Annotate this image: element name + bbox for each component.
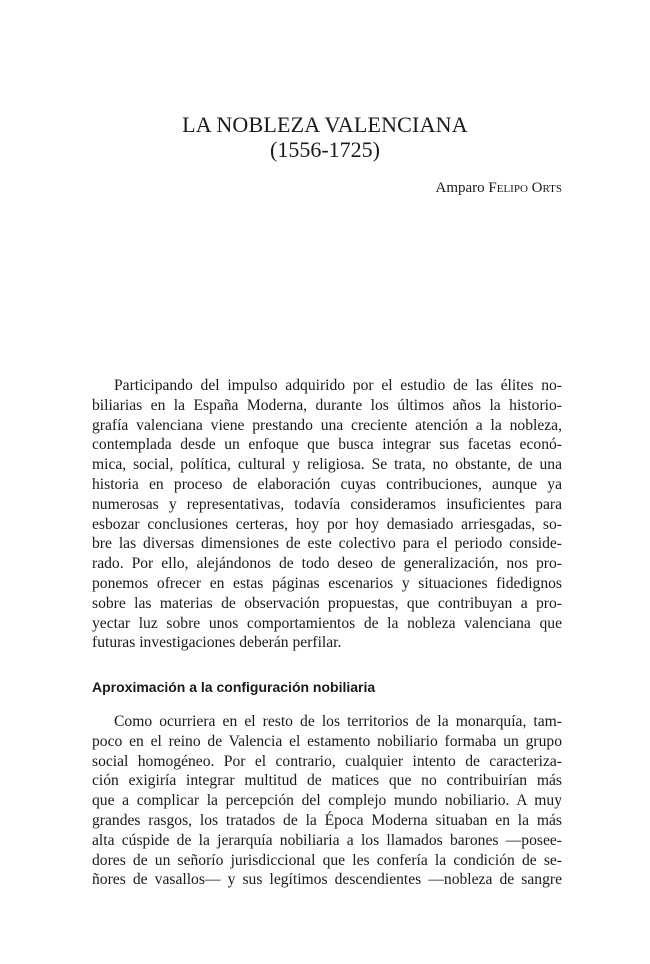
section-heading: Aproximación a la configuración nobiliaria — [92, 679, 376, 695]
paragraph-line: que a complicar la percepción del complejo mundo nobiliario. A muy — [92, 792, 562, 810]
paragraph-line: grafía valenciana viene prestando una creciente atención a la nobleza, — [92, 416, 562, 434]
paragraph-line: esbozar conclusiones certeras, hoy por hoy demasiado arriesgadas, so- — [92, 515, 562, 533]
paragraph-line: poco en el reino de Valencia el estamento nobiliario formaba un grupo — [92, 732, 562, 750]
paragraph-line: ción exigiría integrar multitud de matices que no contribuirían más — [92, 772, 562, 790]
intro-paragraph — [92, 376, 562, 653]
paragraph-line: futuras investigaciones deberán perfilar. — [92, 634, 342, 652]
paragraph-line: ñores de vasallos— y sus legítimos descendientes —nobleza de sangre — [92, 871, 562, 889]
paragraph-line: contemplada desde un enfoque que busca integrar sus facetas econó- — [92, 436, 562, 454]
paragraph-line: ponemos ofrecer en estas páginas escenarios y situaciones fidedignos — [92, 574, 562, 592]
paragraph-line: dores de un señorío jurisdiccional que les confería la condición de se- — [92, 851, 562, 869]
paragraph-line: Participando del impulso adquirido por el estudio de las élites no- — [114, 377, 562, 394]
paragraph-line: sobre las materias de observación propuestas, que contribuyan a pro- — [92, 594, 562, 612]
paragraph-line: alta cúspide de la jerarquía nobiliaria a los llamados barones —posee- — [92, 831, 562, 849]
paragraph-line: rado. Por ello, alejándonos de todo deseo de generalización, nos pro- — [92, 555, 562, 573]
paragraph-line: numerosas y representativas, todavía consideramos insuficientes para — [92, 495, 562, 513]
document-dates: (1556-1725) — [270, 137, 380, 162]
paragraph-line: historia en proceso de elaboración cuyas contribuciones, aunque ya — [92, 475, 562, 493]
paragraph-line: Como ocurriera en el resto de los territorios de la monarquía, tam- — [114, 713, 562, 730]
paragraph-line: bre las diversas dimensiones de este colectivo para el periodo conside- — [92, 535, 562, 553]
author-name — [435, 178, 562, 198]
author-first-name: Amparo — [435, 180, 485, 196]
document-title: LA NOBLEZA VALENCIANA — [182, 112, 468, 137]
paragraph-line: grandes rasgos, los tratados de la Época Moderna situaban en la más — [92, 811, 562, 829]
paragraph-line: mica, social, política, cultural y religiosa. Se trata, no obstante, de una — [92, 456, 562, 474]
author-last-name: Felipo Orts — [488, 180, 562, 196]
paragraph-line: yectar luz sobre unos comportamientos de la nobleza valenciana que — [92, 614, 562, 632]
paragraph-line: biliarias en la España Moderna, durante los últimos años la historio- — [92, 396, 562, 414]
paragraph-line: social homogéneo. Por el contrario, cualquier intento de caracteriza- — [92, 752, 562, 770]
section-paragraph — [92, 712, 562, 890]
